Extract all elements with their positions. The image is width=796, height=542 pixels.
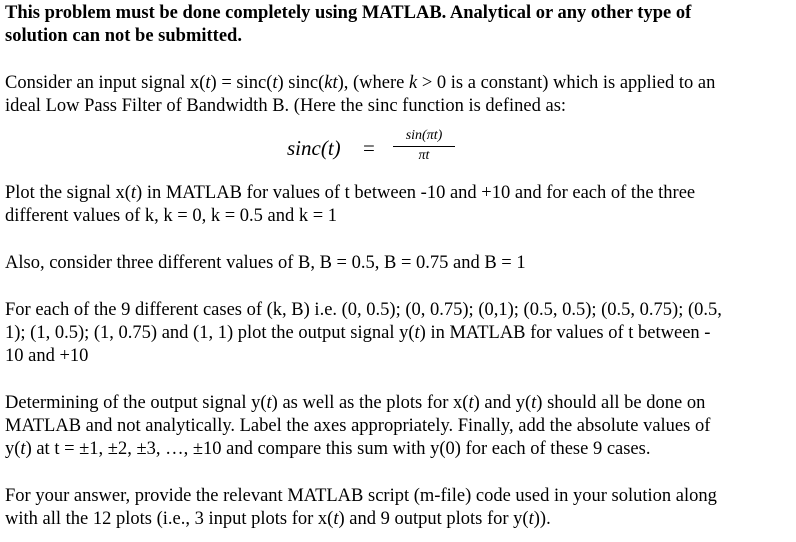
plot-x-line-1: Plot the signal x(t) in MATLAB for values of t between -10 and +10 and for each of the three — [5, 183, 696, 203]
cases-line-2: 1); (1, 0.5); (1, 0.75) and (1, 1) plot the output signal y(t) in MATLAB for values of t between - — [5, 323, 711, 343]
cases-line-3: 10 and +10 — [5, 346, 89, 366]
problem-document — [5, 2, 793, 531]
sinc-formula — [5, 128, 793, 176]
intro-line-2: ideal Low Pass Filter of Bandwidth B. (Here the sinc function is defined as: — [5, 96, 567, 116]
cases-line-1: For each of the 9 different cases of (k, B) i.e. (0, 0.5); (0, 0.75); (0,1); (0.5, 0.5); (0.5, 0.75); (0.5, — [5, 300, 722, 320]
intro-line-1: Consider an input signal x(t) = sinc(t) sinc(kt), (where k > 0 is a constant) which is applied to an — [5, 73, 716, 93]
answer-line-1: For your answer, provide the relevant MATLAB script (m-file) code used in your solution along — [5, 486, 717, 506]
determine-line-2: MATLAB and not analytically. Label the axes appropriately. Finally, add the absolute values of — [5, 416, 711, 436]
formula-numerator: sin(πt) — [393, 128, 455, 147]
header-line-1: This problem must be done completely using MATLAB. Analytical or any other type of — [5, 3, 692, 23]
formula-fraction — [393, 128, 455, 164]
formula-equals: = — [363, 136, 375, 160]
answer-line-2: with all the 12 plots (i.e., 3 input plots for x(t) and 9 output plots for y(t)). — [5, 509, 551, 529]
b-values-line: Also, consider three different values of B, B = 0.5, B = 0.75 and B = 1 — [5, 253, 526, 273]
formula-lhs: sinc(t) — [287, 136, 341, 160]
determine-line-1: Determining of the output signal y(t) as well as the plots for x(t) and y(t) should all be done on — [5, 393, 706, 413]
header-line-2: solution can not be submitted. — [5, 26, 242, 46]
plot-x-line-2: different values of k, k = 0, k = 0.5 and k = 1 — [5, 206, 338, 226]
determine-line-3: y(t) at t = ±1, ±2, ±3, …, ±10 and compare this sum with y(0) for each of these 9 cases. — [5, 439, 651, 459]
formula-denominator: πt — [418, 148, 430, 163]
